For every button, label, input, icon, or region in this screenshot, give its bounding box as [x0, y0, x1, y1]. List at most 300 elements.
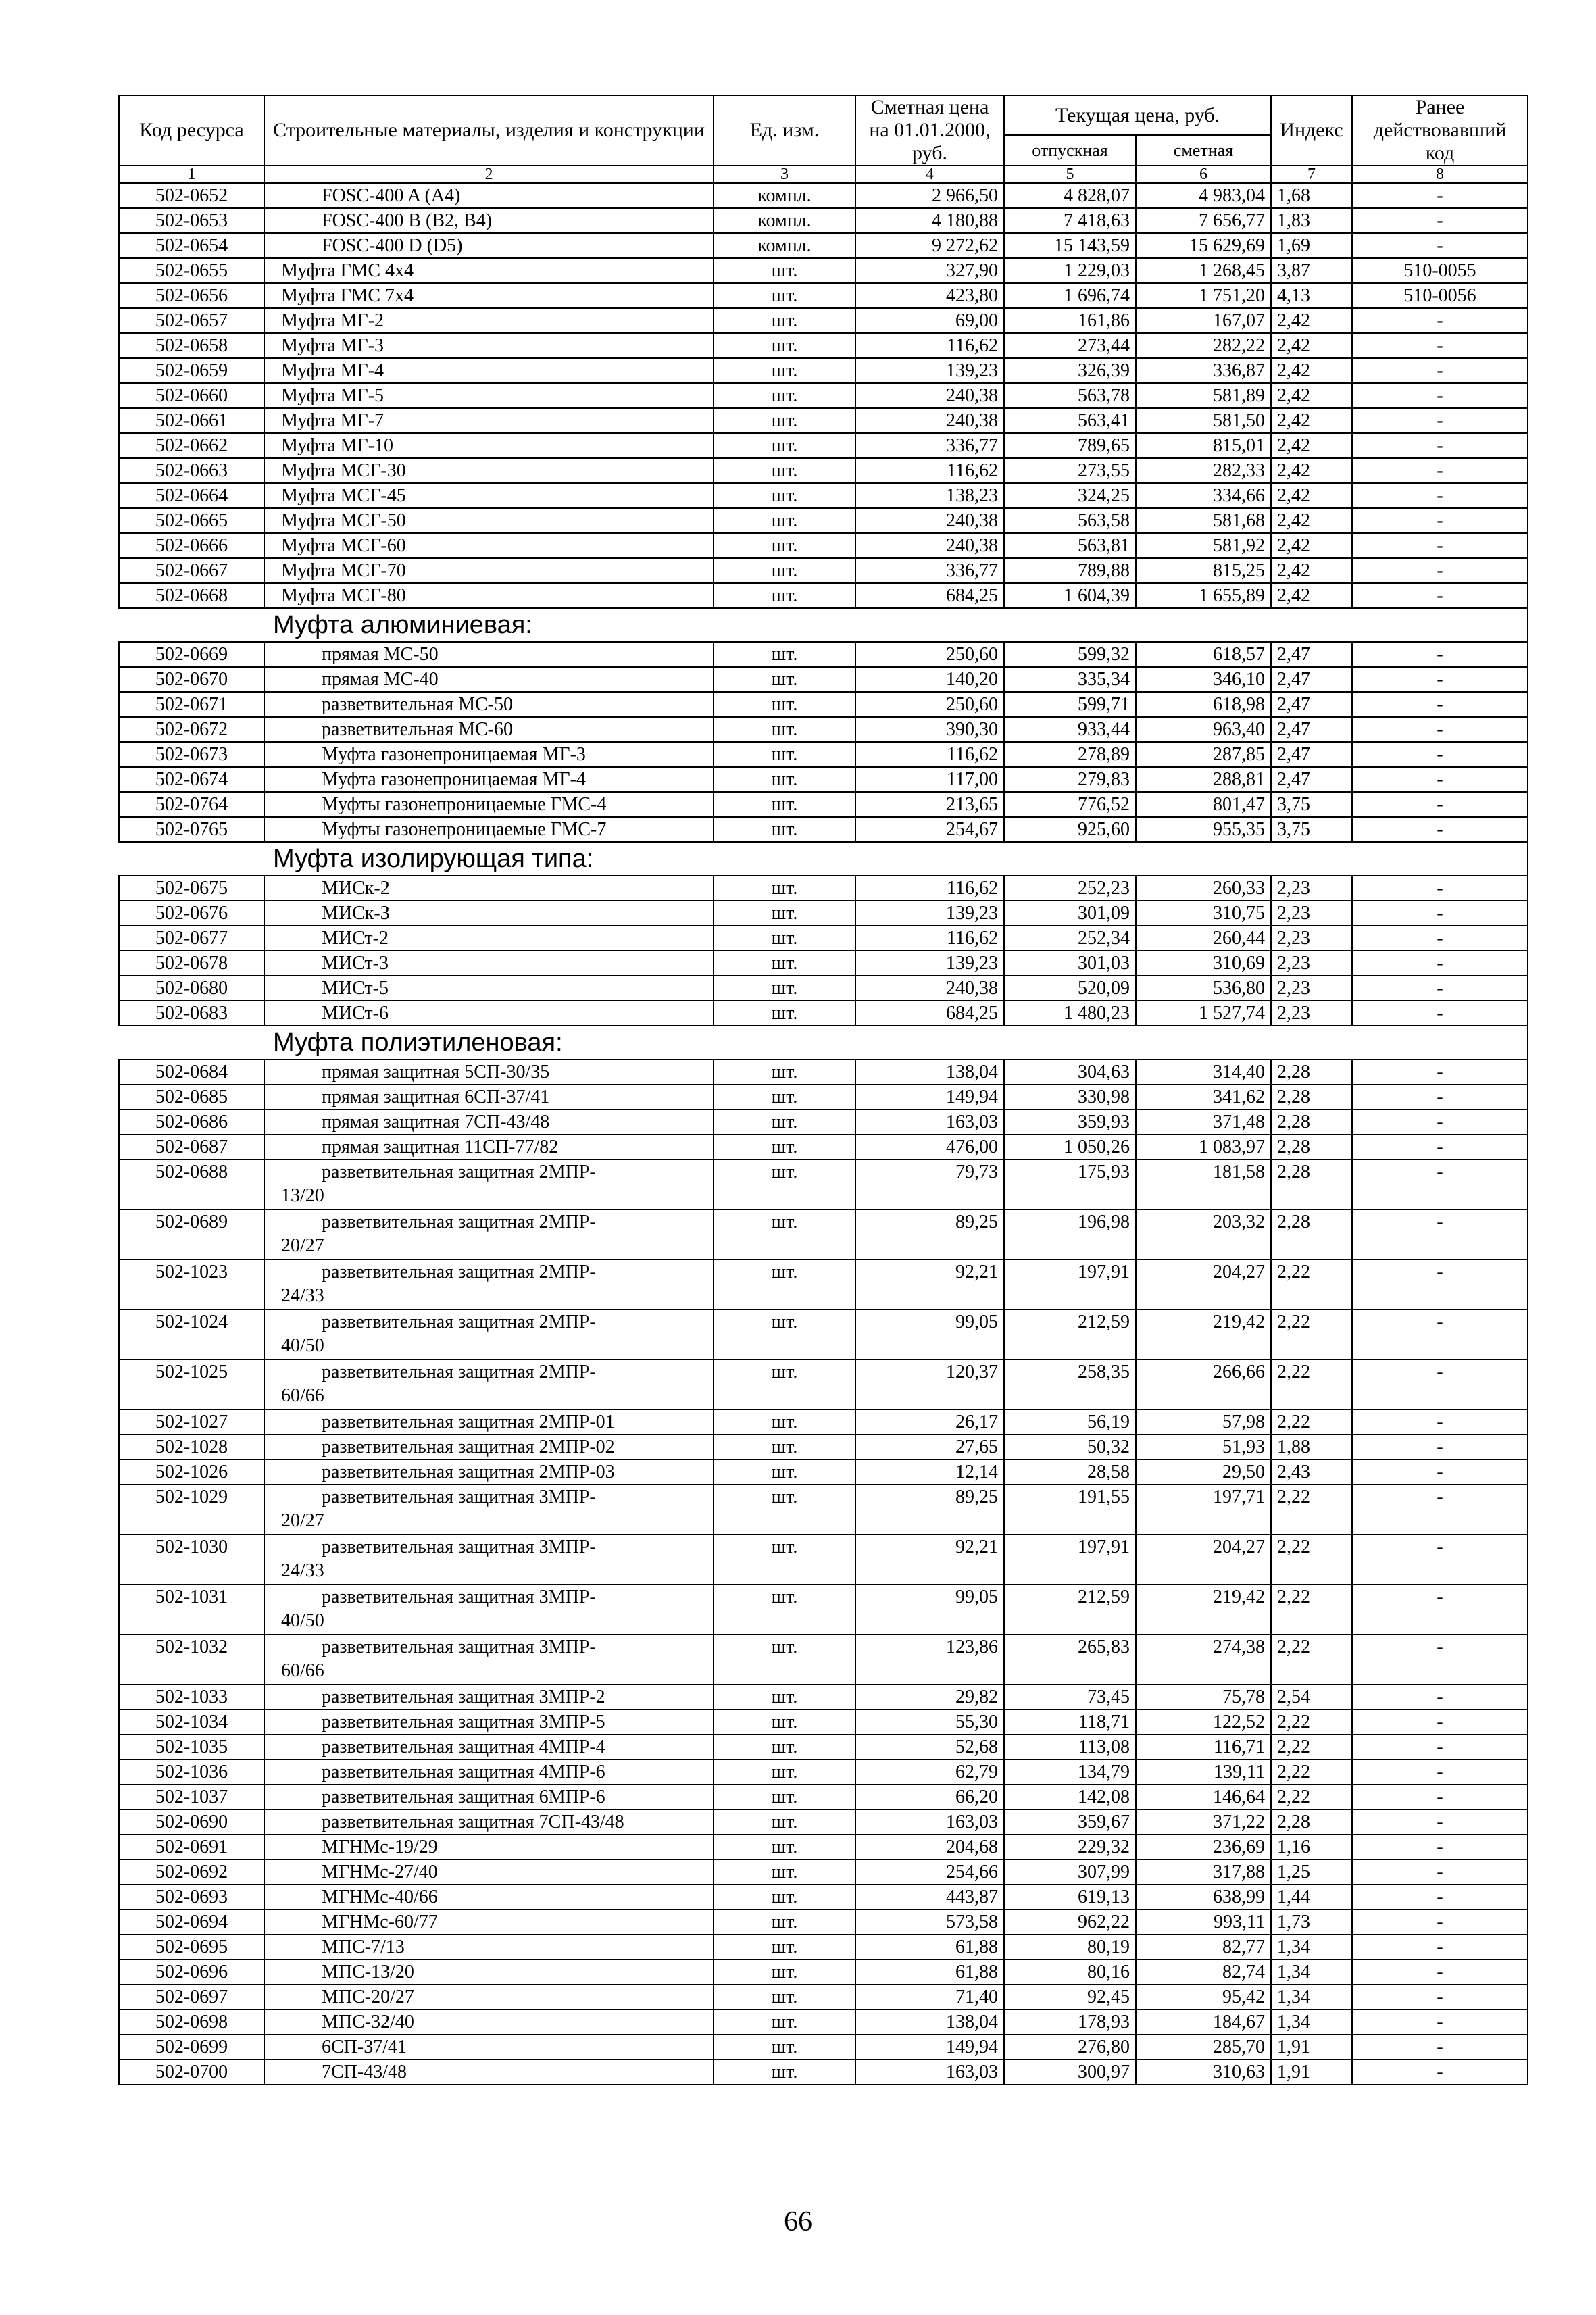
- cell-prev-code: -: [1352, 1485, 1528, 1535]
- cell-code: 502-1034: [119, 1710, 264, 1735]
- section-heading-row: [119, 608, 1528, 642]
- cell-prev-code: -: [1352, 1085, 1528, 1110]
- cell-code: 502-0675: [119, 876, 264, 901]
- cell-estimate-price: 260,44: [1136, 926, 1271, 951]
- column-number: 6: [1136, 166, 1271, 183]
- cell-name: разветвительная защитная 2МПР-02: [264, 1435, 714, 1460]
- cell-prev-code: -: [1352, 951, 1528, 976]
- cell-name: МИСт-2: [264, 926, 714, 951]
- cell-name: МГНМс-60/77: [264, 1910, 714, 1935]
- cell-base-price: 240,38: [855, 976, 1004, 1001]
- table-row: [119, 1735, 1528, 1760]
- cell-estimate-price: 618,98: [1136, 692, 1271, 717]
- header-base-price: Сметная цена на 01.01.2000, руб.: [855, 95, 1004, 166]
- cell-estimate-price: 274,38: [1136, 1635, 1271, 1685]
- cell-sale-price: 265,83: [1004, 1635, 1136, 1685]
- cell-unit: шт.: [714, 1710, 855, 1735]
- cell-base-price: 12,14: [855, 1460, 1004, 1485]
- cell-code: 502-1026: [119, 1460, 264, 1485]
- cell-index: 2,47: [1271, 667, 1352, 692]
- cell-base-price: 27,65: [855, 1435, 1004, 1460]
- cell-prev-code: -: [1352, 483, 1528, 508]
- table-row: [119, 1635, 1528, 1685]
- cell-code: 502-0669: [119, 642, 264, 667]
- cell-code: 502-1036: [119, 1760, 264, 1785]
- cell-unit: шт.: [714, 383, 855, 408]
- cell-estimate-price: 204,27: [1136, 1535, 1271, 1585]
- cell-base-price: 240,38: [855, 383, 1004, 408]
- cell-base-price: 71,40: [855, 1985, 1004, 2010]
- cell-code: 502-0699: [119, 2035, 264, 2060]
- cell-code: 502-0658: [119, 333, 264, 358]
- cell-base-price: 99,05: [855, 1585, 1004, 1635]
- cell-estimate-price: 801,47: [1136, 792, 1271, 817]
- cell-name: Муфта ГМС 7х4: [264, 283, 714, 308]
- cell-code: 502-0700: [119, 2060, 264, 2085]
- cell-base-price: 89,25: [855, 1210, 1004, 1260]
- cell-sale-price: 307,99: [1004, 1860, 1136, 1885]
- cell-prev-code: -: [1352, 1260, 1528, 1310]
- cell-name: разветвительная защитная 3МПР-5: [264, 1710, 714, 1735]
- cell-unit: шт.: [714, 2010, 855, 2035]
- column-number: 4: [855, 166, 1004, 183]
- table-row: [119, 1360, 1528, 1410]
- cell-index: 2,28: [1271, 1085, 1352, 1110]
- cell-base-price: 116,62: [855, 333, 1004, 358]
- cell-prev-code: -: [1352, 408, 1528, 433]
- cell-unit: шт.: [714, 1735, 855, 1760]
- cell-name: прямая МС-50: [264, 642, 714, 667]
- cell-index: 3,75: [1271, 817, 1352, 842]
- cell-code: 502-1031: [119, 1585, 264, 1635]
- section-heading: Муфта изолирующая типа:: [119, 842, 1528, 876]
- cell-sale-price: 178,93: [1004, 2010, 1136, 2035]
- cell-code: 502-0691: [119, 1835, 264, 1860]
- cell-sale-price: 80,16: [1004, 1960, 1136, 1985]
- cell-index: 2,22: [1271, 1785, 1352, 1810]
- cell-base-price: 336,77: [855, 433, 1004, 458]
- cell-index: 1,69: [1271, 233, 1352, 258]
- header-unit: Ед. изм.: [714, 95, 855, 166]
- cell-sale-price: 563,81: [1004, 533, 1136, 558]
- cell-base-price: 29,82: [855, 1685, 1004, 1710]
- cell-base-price: 26,17: [855, 1410, 1004, 1435]
- cell-unit: шт.: [714, 1110, 855, 1135]
- cell-unit: шт.: [714, 1910, 855, 1935]
- cell-name: FOSC-400 B (B2, B4): [264, 208, 714, 233]
- cell-estimate-price: 203,32: [1136, 1210, 1271, 1260]
- cell-name: разветвительная защитная 6МПР-6: [264, 1785, 714, 1810]
- cell-sale-price: 789,65: [1004, 433, 1136, 458]
- table-row: [119, 1310, 1528, 1360]
- cell-base-price: 99,05: [855, 1310, 1004, 1360]
- cell-name: Муфта МГ-5: [264, 383, 714, 408]
- cell-unit: шт.: [714, 667, 855, 692]
- cell-index: 2,47: [1271, 767, 1352, 792]
- cell-base-price: 2 966,50: [855, 183, 1004, 208]
- cell-base-price: 163,03: [855, 2060, 1004, 2085]
- cell-sale-price: 50,32: [1004, 1435, 1136, 1460]
- cell-estimate-price: 993,11: [1136, 1910, 1271, 1935]
- cell-prev-code: -: [1352, 208, 1528, 233]
- cell-name: МИСт-3: [264, 951, 714, 976]
- cell-code: 502-1025: [119, 1360, 264, 1410]
- cell-code: 502-0674: [119, 767, 264, 792]
- cell-prev-code: -: [1352, 1110, 1528, 1135]
- cell-sale-price: 212,59: [1004, 1585, 1136, 1635]
- cell-prev-code: -: [1352, 1001, 1528, 1026]
- cell-name: МГНМс-40/66: [264, 1885, 714, 1910]
- cell-sale-price: 599,71: [1004, 692, 1136, 717]
- cell-estimate-price: 236,69: [1136, 1835, 1271, 1860]
- cell-code: 502-0672: [119, 717, 264, 742]
- cell-estimate-price: 29,50: [1136, 1460, 1271, 1485]
- cell-prev-code: -: [1352, 1135, 1528, 1160]
- cell-code: 502-0678: [119, 951, 264, 976]
- cell-prev-code: 510-0056: [1352, 283, 1528, 308]
- cell-code: 502-0661: [119, 408, 264, 433]
- cell-unit: шт.: [714, 976, 855, 1001]
- cell-code: 502-0689: [119, 1210, 264, 1260]
- cell-prev-code: -: [1352, 533, 1528, 558]
- cell-index: 1,68: [1271, 183, 1352, 208]
- cell-sale-price: 619,13: [1004, 1885, 1136, 1910]
- cell-code: 502-0686: [119, 1110, 264, 1135]
- table-row: [119, 717, 1528, 742]
- cell-sale-price: 301,03: [1004, 951, 1136, 976]
- column-number: 1: [119, 166, 264, 183]
- table-row: [119, 433, 1528, 458]
- table-row: [119, 1585, 1528, 1635]
- cell-sale-price: 212,59: [1004, 1310, 1136, 1360]
- cell-estimate-price: 7 656,77: [1136, 208, 1271, 233]
- table-row: [119, 1685, 1528, 1710]
- cell-base-price: 139,23: [855, 358, 1004, 383]
- cell-unit: шт.: [714, 1810, 855, 1835]
- cell-prev-code: -: [1352, 1860, 1528, 1885]
- cell-base-price: 55,30: [855, 1710, 1004, 1735]
- cell-index: 2,28: [1271, 1160, 1352, 1210]
- column-number: 7: [1271, 166, 1352, 183]
- cell-name: МИСк-2: [264, 876, 714, 901]
- cell-index: 2,23: [1271, 1001, 1352, 1026]
- cell-unit: шт.: [714, 792, 855, 817]
- column-number: 5: [1004, 166, 1136, 183]
- cell-code: 502-0687: [119, 1135, 264, 1160]
- table-row: [119, 1985, 1528, 2010]
- price-table: [118, 95, 1528, 2085]
- cell-unit: шт.: [714, 458, 855, 483]
- cell-index: 2,42: [1271, 408, 1352, 433]
- cell-prev-code: -: [1352, 308, 1528, 333]
- cell-name: Муфта МСГ-45: [264, 483, 714, 508]
- cell-base-price: 139,23: [855, 901, 1004, 926]
- cell-prev-code: -: [1352, 901, 1528, 926]
- cell-code: 502-0655: [119, 258, 264, 283]
- cell-unit: шт.: [714, 1935, 855, 1960]
- cell-unit: шт.: [714, 558, 855, 583]
- cell-name: разветвительная защитная 4МПР-4: [264, 1735, 714, 1760]
- cell-code: 502-0677: [119, 926, 264, 951]
- cell-sale-price: 324,25: [1004, 483, 1136, 508]
- cell-base-price: 149,94: [855, 1085, 1004, 1110]
- cell-code: 502-0654: [119, 233, 264, 258]
- cell-estimate-price: 955,35: [1136, 817, 1271, 842]
- cell-name: разветвительная защитная 3МПР- 24/33: [264, 1535, 714, 1585]
- cell-index: 2,22: [1271, 1735, 1352, 1760]
- cell-index: 2,42: [1271, 583, 1352, 608]
- cell-unit: шт.: [714, 1310, 855, 1360]
- cell-index: 2,23: [1271, 951, 1352, 976]
- cell-name: разветвительная защитная 2МПР- 60/66: [264, 1360, 714, 1410]
- cell-sale-price: 161,86: [1004, 308, 1136, 333]
- cell-estimate-price: 82,74: [1136, 1960, 1271, 1985]
- cell-name: разветвительная защитная 3МПР- 60/66: [264, 1635, 714, 1685]
- table-row: [119, 642, 1528, 667]
- cell-code: 502-0683: [119, 1001, 264, 1026]
- cell-code: 502-0652: [119, 183, 264, 208]
- cell-base-price: 254,67: [855, 817, 1004, 842]
- cell-name: разветвительная защитная 7СП-43/48: [264, 1810, 714, 1835]
- cell-unit: шт.: [714, 308, 855, 333]
- table-row: [119, 558, 1528, 583]
- cell-index: 2,23: [1271, 901, 1352, 926]
- cell-unit: шт.: [714, 1001, 855, 1026]
- cell-base-price: 149,94: [855, 2035, 1004, 2060]
- table-row: [119, 1135, 1528, 1160]
- cell-estimate-price: 75,78: [1136, 1685, 1271, 1710]
- cell-code: 502-0764: [119, 792, 264, 817]
- cell-name: 7СП-43/48: [264, 2060, 714, 2085]
- cell-unit: шт.: [714, 1210, 855, 1260]
- cell-index: 1,25: [1271, 1860, 1352, 1885]
- cell-sale-price: 326,39: [1004, 358, 1136, 383]
- cell-base-price: 240,38: [855, 408, 1004, 433]
- cell-sale-price: 1 050,26: [1004, 1135, 1136, 1160]
- cell-prev-code: -: [1352, 692, 1528, 717]
- cell-code: 502-1029: [119, 1485, 264, 1535]
- cell-index: 2,22: [1271, 1360, 1352, 1410]
- cell-base-price: 79,73: [855, 1160, 1004, 1210]
- cell-prev-code: -: [1352, 233, 1528, 258]
- cell-sale-price: 252,23: [1004, 876, 1136, 901]
- table-row: [119, 1210, 1528, 1260]
- cell-index: 1,34: [1271, 1985, 1352, 2010]
- cell-unit: шт.: [714, 1860, 855, 1885]
- table-row: [119, 817, 1528, 842]
- cell-unit: шт.: [714, 483, 855, 508]
- cell-code: 502-0657: [119, 308, 264, 333]
- cell-prev-code: -: [1352, 1760, 1528, 1785]
- cell-base-price: 9 272,62: [855, 233, 1004, 258]
- cell-sale-price: 28,58: [1004, 1460, 1136, 1485]
- table-row: [119, 358, 1528, 383]
- cell-index: 2,43: [1271, 1460, 1352, 1485]
- table-row: [119, 1460, 1528, 1485]
- cell-unit: шт.: [714, 358, 855, 383]
- cell-code: 502-0656: [119, 283, 264, 308]
- cell-estimate-price: 219,42: [1136, 1585, 1271, 1635]
- cell-code: 502-1028: [119, 1435, 264, 1460]
- cell-estimate-price: 95,42: [1136, 1985, 1271, 2010]
- table-row: [119, 951, 1528, 976]
- cell-index: 2,42: [1271, 508, 1352, 533]
- cell-index: 2,54: [1271, 1685, 1352, 1710]
- cell-name: МПС-7/13: [264, 1935, 714, 1960]
- cell-index: 1,83: [1271, 208, 1352, 233]
- cell-index: 2,47: [1271, 742, 1352, 767]
- cell-estimate-price: 618,57: [1136, 642, 1271, 667]
- cell-index: 1,34: [1271, 1935, 1352, 1960]
- cell-sale-price: 191,55: [1004, 1485, 1136, 1535]
- cell-index: 2,22: [1271, 1760, 1352, 1785]
- cell-base-price: 250,60: [855, 642, 1004, 667]
- cell-code: 502-0668: [119, 583, 264, 608]
- cell-estimate-price: 285,70: [1136, 2035, 1271, 2060]
- cell-prev-code: -: [1352, 1685, 1528, 1710]
- cell-sale-price: 563,58: [1004, 508, 1136, 533]
- cell-estimate-price: 266,66: [1136, 1360, 1271, 1410]
- cell-name: разветвительная защитная 2МПР- 40/50: [264, 1310, 714, 1360]
- cell-base-price: 66,20: [855, 1785, 1004, 1810]
- cell-unit: шт.: [714, 2035, 855, 2060]
- table-row: [119, 692, 1528, 717]
- cell-unit: шт.: [714, 533, 855, 558]
- cell-sale-price: 278,89: [1004, 742, 1136, 767]
- cell-name: Муфты газонепроницаемые ГМС-4: [264, 792, 714, 817]
- table-row: [119, 976, 1528, 1001]
- cell-name: МИСт-5: [264, 976, 714, 1001]
- cell-estimate-price: 282,33: [1136, 458, 1271, 483]
- cell-unit: шт.: [714, 1085, 855, 1110]
- cell-estimate-price: 116,71: [1136, 1735, 1271, 1760]
- cell-code: 502-1030: [119, 1535, 264, 1585]
- cell-code: 502-1035: [119, 1735, 264, 1760]
- cell-base-price: 684,25: [855, 1001, 1004, 1026]
- table-row: [119, 1935, 1528, 1960]
- cell-index: 2,42: [1271, 533, 1352, 558]
- cell-code: 502-0666: [119, 533, 264, 558]
- cell-estimate-price: 282,22: [1136, 333, 1271, 358]
- cell-unit: шт.: [714, 951, 855, 976]
- cell-estimate-price: 638,99: [1136, 1885, 1271, 1910]
- cell-code: 502-0694: [119, 1910, 264, 1935]
- cell-index: 1,16: [1271, 1835, 1352, 1860]
- cell-prev-code: -: [1352, 1535, 1528, 1585]
- cell-prev-code: -: [1352, 717, 1528, 742]
- cell-estimate-price: 371,22: [1136, 1810, 1271, 1835]
- cell-unit: шт.: [714, 283, 855, 308]
- table-row: [119, 333, 1528, 358]
- cell-sale-price: 258,35: [1004, 1360, 1136, 1410]
- cell-code: 502-0684: [119, 1060, 264, 1085]
- cell-prev-code: -: [1352, 926, 1528, 951]
- cell-sale-price: 1 229,03: [1004, 258, 1136, 283]
- cell-sale-price: 599,32: [1004, 642, 1136, 667]
- cell-index: 1,88: [1271, 1435, 1352, 1460]
- cell-index: 1,34: [1271, 2010, 1352, 2035]
- cell-index: 4,13: [1271, 283, 1352, 308]
- cell-unit: шт.: [714, 258, 855, 283]
- cell-base-price: 390,30: [855, 717, 1004, 742]
- cell-name: разветвительная защитная 2МПР- 20/27: [264, 1210, 714, 1260]
- table-row: [119, 2010, 1528, 2035]
- cell-base-price: 62,79: [855, 1760, 1004, 1785]
- cell-name: разветвительная защитная 2МПР- 24/33: [264, 1260, 714, 1310]
- cell-estimate-price: 122,52: [1136, 1710, 1271, 1735]
- cell-prev-code: -: [1352, 583, 1528, 608]
- column-number: 3: [714, 166, 855, 183]
- table-row: [119, 383, 1528, 408]
- cell-estimate-price: 815,01: [1136, 433, 1271, 458]
- cell-code: 502-1027: [119, 1410, 264, 1435]
- cell-index: 2,47: [1271, 717, 1352, 742]
- cell-prev-code: -: [1352, 1835, 1528, 1860]
- cell-unit: шт.: [714, 767, 855, 792]
- cell-estimate-price: 336,87: [1136, 358, 1271, 383]
- cell-unit: шт.: [714, 901, 855, 926]
- cell-code: 502-0665: [119, 508, 264, 533]
- cell-name: разветвительная МС-60: [264, 717, 714, 742]
- cell-sale-price: 273,44: [1004, 333, 1136, 358]
- cell-base-price: 61,88: [855, 1960, 1004, 1985]
- cell-index: 1,34: [1271, 1960, 1352, 1985]
- cell-prev-code: -: [1352, 2010, 1528, 2035]
- cell-prev-code: -: [1352, 433, 1528, 458]
- cell-sale-price: 92,45: [1004, 1985, 1136, 2010]
- cell-code: 502-0680: [119, 976, 264, 1001]
- table-row: [119, 1535, 1528, 1585]
- cell-estimate-price: 371,48: [1136, 1110, 1271, 1135]
- cell-base-price: 684,25: [855, 583, 1004, 608]
- cell-estimate-price: 184,67: [1136, 2010, 1271, 2035]
- cell-index: 2,22: [1271, 1535, 1352, 1585]
- table-row: [119, 233, 1528, 258]
- table-row: [119, 2060, 1528, 2085]
- cell-prev-code: -: [1352, 1935, 1528, 1960]
- cell-index: 2,23: [1271, 876, 1352, 901]
- cell-estimate-price: 57,98: [1136, 1410, 1271, 1435]
- cell-sale-price: 252,34: [1004, 926, 1136, 951]
- cell-estimate-price: 146,64: [1136, 1785, 1271, 1810]
- cell-estimate-price: 1 655,89: [1136, 583, 1271, 608]
- cell-unit: шт.: [714, 583, 855, 608]
- cell-base-price: 116,62: [855, 742, 1004, 767]
- cell-index: 2,42: [1271, 433, 1352, 458]
- cell-base-price: 250,60: [855, 692, 1004, 717]
- cell-estimate-price: 15 629,69: [1136, 233, 1271, 258]
- cell-unit: шт.: [714, 742, 855, 767]
- cell-code: 502-0663: [119, 458, 264, 483]
- cell-prev-code: -: [1352, 458, 1528, 483]
- cell-unit: шт.: [714, 1485, 855, 1535]
- table-row: [119, 458, 1528, 483]
- cell-code: 502-0688: [119, 1160, 264, 1210]
- cell-estimate-price: 581,68: [1136, 508, 1271, 533]
- cell-prev-code: -: [1352, 1060, 1528, 1085]
- cell-prev-code: -: [1352, 1160, 1528, 1210]
- cell-index: 2,28: [1271, 1060, 1352, 1085]
- cell-prev-code: -: [1352, 333, 1528, 358]
- cell-sale-price: 142,08: [1004, 1785, 1136, 1810]
- cell-prev-code: -: [1352, 1585, 1528, 1635]
- cell-code: 502-1032: [119, 1635, 264, 1685]
- cell-code: 502-0671: [119, 692, 264, 717]
- cell-base-price: 336,77: [855, 558, 1004, 583]
- cell-estimate-price: 581,89: [1136, 383, 1271, 408]
- cell-base-price: 138,23: [855, 483, 1004, 508]
- cell-estimate-price: 139,11: [1136, 1760, 1271, 1785]
